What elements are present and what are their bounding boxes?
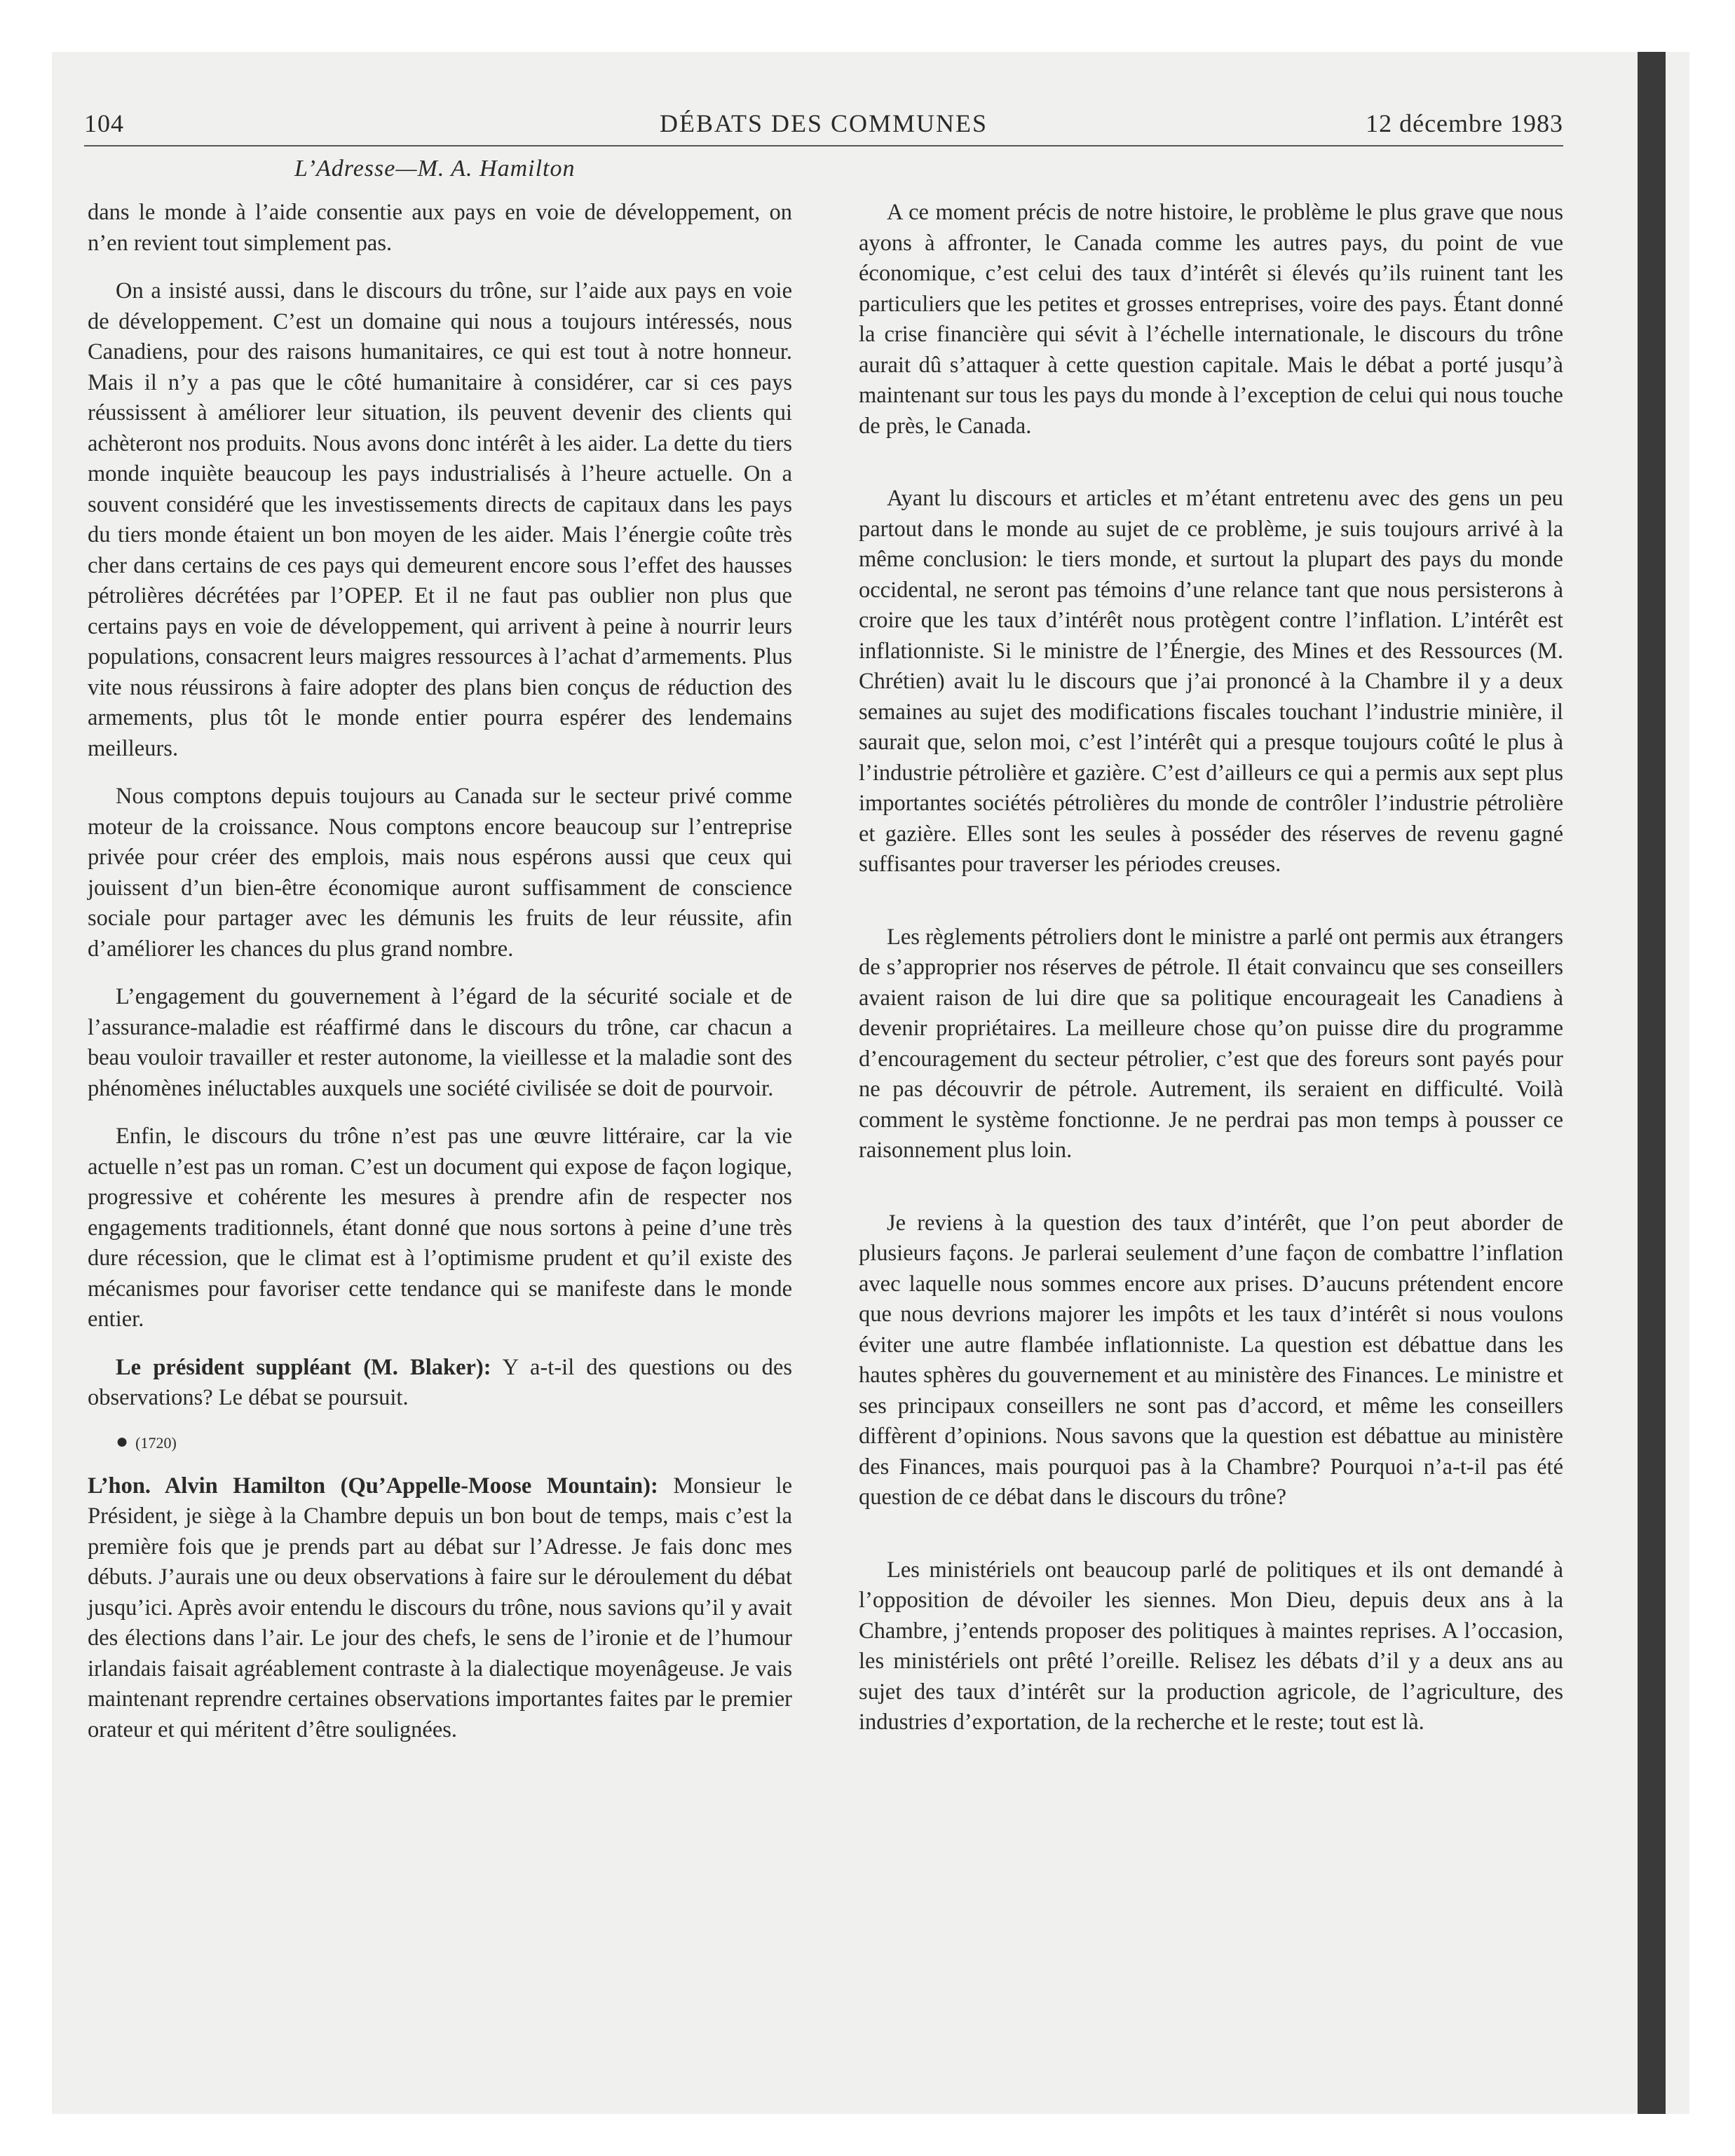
- paragraph: L’engagement du gouvernement à l’égard de la sécurité sociale et de l’assurance-maladie est réaffirmé dans le discours du trône, car chacun a beau vouloir travailler et rester autonome, la vieillesse et la maladie sont des phénomènes inéluctables auxquels une société civilisée se doit de pourvoir.: [88, 984, 792, 1101]
- paragraph: Enfin, le discours du trône n’est pas une œuvre littéraire, car la vie actuelle n’est pas un roman. C’est un document qui expose de façon logique, progressive et cohérente les mesures à prendre afin de respecter nos engagements traditionnels, étant donné que nous sortons à peine d’une très dure récession, que le climat est à l’optimisme prudent et qu’il existe des mécanismes pour favoriser cette tendance qui se manifeste dans le monde entier.: [88, 1124, 792, 1332]
- paragraph: On a insisté aussi, dans le discours du trône, sur l’aide aux pays en voie de développement. C’est un domaine qui nous a toujours intéressés, nous Canadiens, pour des raisons humanitaires, ce qui est tout à notre honneur. Mais il n’y a pas que le côté humanitaire à considérer, car si ces pays réussissent à améliorer leur situation, ils peuvent devenir des clients qui achèteront nos produits. Nous avons donc intérêt à les aider. La dette du tiers monde inquiète beaucoup les pays industrialisés à l’heure actuelle. On a souvent considéré que les investissements directs de capitaux dans les pays du tiers monde étaient un bon moyen de les aider. Mais l’énergie coûte très cher dans certains de ces pays qui demeurent encore sous l’effet des hausses pétrolières décrétées par l’OPEP. Et il ne faut pas oublier non plus que certains pays en voie de développement, qui arrivent à peine à nourrir leurs populations, consacrent leurs maigres ressources à l’achat d’armements. Plus vite nous réussirons à faire adopter des plans bien conçus de réduction des armements, plus tôt le monde entier pourra espérer des lendemains meilleurs.: [88, 278, 792, 761]
- speaker-paragraph: [88, 1353, 792, 1414]
- paragraph: Ayant lu discours et articles et m’étant entretenu avec des gens un peu partout dans le monde au sujet de ce problème, je suis toujours arrivé à la même conclusion: le tiers monde, et surtout la plupart des pays du monde occidental, ne seront pas témoins d’une relance tant que nous persisterons à croire que les taux d’intérêt nous protègent contre l’inflation. L’intérêt est inflationniste. Si le ministre de l’Énergie, des Mines et des Ressources (M. Chrétien) avait lu le discours que j’ai prononcé à la Chambre il y a deux semaines au sujet des modifications fiscales touchant l’industrie minière, il saurait que, selon moi, c’est l’intérêt qui a presque toujours coûté le plus à l’industrie pétrolière et gazière. C’est d’ailleurs ce qui a permis aux sept plus importantes sociétés pétrolières du monde de contrôler l’industrie pétrolière et gazière. Elles sont les seules à posséder des réserves de revenu gagné suffisantes pour traverser les périodes creuses.: [859, 486, 1563, 877]
- speaker-name: L’hon. Alvin Hamilton (Qu’Appelle-Moose Mountain):: [88, 1473, 658, 1499]
- left-column: [88, 198, 792, 1763]
- paragraph: dans le monde à l’aide consentie aux pays en voie de développement, on n’en revient tout simplement pas.: [88, 200, 792, 256]
- page-header: [84, 109, 1563, 146]
- timestamp-marker: [88, 1431, 792, 1454]
- page-number: 104: [84, 109, 124, 137]
- speech-text: Monsieur le Président, je siège à la Chambre depuis un bon bout de temps, mais c’est la première fois que je prends part au débat sur l’Adresse. Je fais donc mes débuts. J’aurais une ou deux observations à faire sur le déroulement du débat jusqu’ici. Après avoir entendu le discours du trône, nous savions qu’il y avait des élections dans l’air. Le jour des chefs, le sens de l’ironie et de l’humour irlandais faisait agréablement contraste à la dialectique moyenâgeuse. Je vais maintenant reprendre certaines observations importantes faites par le premier orateur et qui méritent d’être soulignées.: [88, 1473, 792, 1742]
- right-column: [859, 198, 1563, 1780]
- paragraph: Les ministériels ont beaucoup parlé de politiques et ils ont demandé à l’opposition de dévoiler les siennes. Mon Dieu, depuis deux ans à la Chambre, j’entends proposer des politiques à maintes reprises. A l’occasion, les ministériels ont prêté l’oreille. Relisez les débats d’il y a deux ans au sujet des taux d’intérêt sur la production agricole, de l’agriculture, des industries d’exportation, de la recherche et le reste; tout est là.: [859, 1557, 1563, 1735]
- paragraph: Je reviens à la question des taux d’intérêt, que l’on peut aborder de plusieurs façons. Je parlerai seulement d’une façon de combattre l’inflation avec laquelle nous sommes encore aux prises. D’aucuns prétendent encore que nous devrions majorer les impôts et les taux d’intérêt si nous voulons éviter une autre flambée inflationniste. La question est débattue dans les hautes sphères du gouvernement et au ministère des Finances. Le ministre et ses principaux conseillers ne sont pas d’accord, et même les conseillers diffèrent d’opinions. Nous savons que la question est débattue au ministère des Finances, mais pourquoi pas à la Chambre? Pourquoi n’a-t-il pas été question de ce débat dans le discours du trône?: [859, 1210, 1563, 1510]
- speech-text: Y a-t-il des questions ou des observations? Le débat se poursuit.: [88, 1354, 792, 1410]
- paragraph: Les règlements pétroliers dont le ministre a parlé ont permis aux étrangers de s’approprier nos réserves de pétrole. Il était convaincu que ses conseillers avaient raison de lui dire que sa politique encourageait les Canadiens à devenir propriétaires. La meilleure chose qu’on puisse dire du programme d’encouragement du secteur pétrolier, c’est que des foreurs sont payés pour ne pas découvrir de pétrole. Autrement, ils seraient en difficulté. Voilà comment le système fonctionne. Je ne perdrai pas mon temps à pousser ce raisonnement plus loin.: [859, 924, 1563, 1163]
- journal-title: DÉBATS DES COMMUNES: [659, 109, 988, 137]
- bullet-icon: ●: [116, 1429, 129, 1453]
- running-subheader: L’Adresse—M. A. Hamilton: [294, 156, 576, 182]
- speaker-name: Le président suppléant (M. Blaker):: [116, 1354, 491, 1380]
- paragraph: A ce moment précis de notre histoire, le problème le plus grave que nous ayons à affronter, le Canada comme les autres pays, du point de vue économique, c’est celui des taux d’intérêt si élevés qu’ils ruinent tant les particuliers que les petites et grosses entreprises, voire des pays. Étant donné la crise financière qui sévit à l’échelle internationale, le discours du trône aurait dû s’attaquer à cette question capitale. Mais le débat a porté jusqu’à maintenant sur tous les pays du monde à l’exception de celui qui nous touche de près, le Canada.: [859, 200, 1563, 439]
- scan-edge-bar: [1638, 52, 1666, 2114]
- timestamp: (1720): [135, 1433, 177, 1452]
- paragraph: Nous comptons depuis toujours au Canada sur le secteur privé comme moteur de la croissance. Nous comptons encore beaucoup sur l’entreprise privée pour créer des emplois, mais nous espérons aussi que ceux qui jouissent d’un bien-être économique auront suffisamment de conscience sociale pour partager avec les démunis les fruits de leur réussite, afin d’améliorer les chances du plus grand nombre.: [88, 784, 792, 962]
- issue-date: 12 décembre 1983: [1366, 109, 1563, 137]
- speaker-paragraph: [88, 1471, 792, 1746]
